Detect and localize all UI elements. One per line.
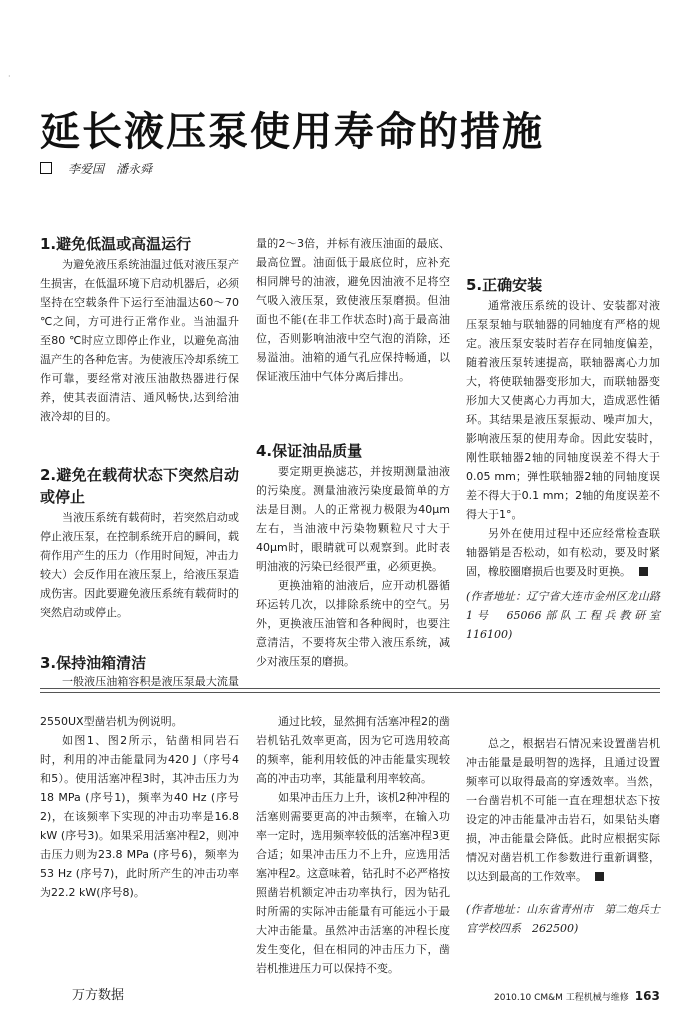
checkbox-square-icon xyxy=(40,162,52,174)
continuation-author-address: (作者地址：山东省青州市 第二炮兵士官学校四系 262500) xyxy=(466,903,660,935)
end-mark-icon xyxy=(595,872,604,881)
section-3-paragraph: 一般液压油箱容积是液压泵最大流量 xyxy=(62,675,239,688)
section-1-heading: 1.避免低温或高温运行 xyxy=(40,235,192,253)
author-names: 李爱国 潘永舜 xyxy=(68,162,153,176)
continuation-paragraph-4: 如果冲击压力上升，该机2种冲程的活塞则需要更高的冲击频率，在输入功率一定时，选用频率较低的活塞冲程3更合适；如果冲击压力不上升，应选用活塞冲程2。这意味着，钻孔时不必严格按照凿岩机额定冲击功率执行，因为钻孔时所需的实际冲击能量有可能远小于最大冲击能量。虽然冲击活塞的冲程长度发生变化，但在相同的冲击压力下，凿岩机推进压力可以保持不变。 xyxy=(256,791,450,975)
section-5-paragraph-1: 通常液压系统的设计、安装都对液压泵泵轴与联轴器的同轴度有严格的规定。液压泵安装时若存在同轴度偏差，随着液压泵转速提高，联轴器离心力加大，将使联轴器变形加大，而联轴器变形加大又使离心力再加大，造成恶性循环。其结果是液压泵振动、噪声加大，影响液压泵的使用寿命。因此安装时，刚性联轴器2轴的同轴度误差不得大于0.05 mm；弹性联轴器2轴的同轴度误差不得大于0.1 mm；2轴的角度误差不得大于1°。 xyxy=(466,299,660,521)
continuation-column-2 xyxy=(256,712,450,978)
page-footer xyxy=(494,988,660,1006)
continuation-paragraph-1: 2550UX型凿岩机为例说明。 xyxy=(40,715,183,728)
article-column-2b xyxy=(256,440,450,671)
continuation-column-3 xyxy=(466,734,660,938)
section-5-heading: 5.正确安装 xyxy=(466,276,543,294)
section-2-heading: 2.避免在载荷状态下突然启动或停止 xyxy=(40,466,239,506)
continuation-paragraph-2: 如图1、图2所示，钻凿相同岩石时，利用的冲击能量同为420 J（序号4和5）。使用活塞冲程3时，其冲击压力为18 MPa (序号1)，频率为40 Hz (序号2)，在该频率下实现的冲击功率是16.8 kW (序号3)。如果采用活塞冲程2，则冲击压力则为23.8 MPa (序号6)，频率为53 Hz (序号7)，此时所产生的冲击功率为22.2 kW(序号8)。 xyxy=(40,734,239,899)
article-column-1c xyxy=(40,652,239,674)
section-4-paragraph-1: 要定期更换滤芯，并按期测量油液的污染度。测量油液污染度最简单的方法是目测。人的正常视力极限为40μm左右，当油液中污染物颗粒尺寸大于40μm时，眼睛就可以观察到。此时表明油液的污染已经很严重，必须更换。 xyxy=(256,465,450,573)
section-3-heading: 3.保持油箱清洁 xyxy=(40,654,147,672)
section-4-heading: 4.保证油品质量 xyxy=(256,442,363,460)
author-address: (作者地址：辽宁省大连市金州区龙山路1号 65066部队工程兵教研室 116100) xyxy=(466,590,671,641)
scan-speck: · xyxy=(8,72,11,81)
article-column-2 xyxy=(256,234,450,424)
section-5-paragraph-2: 另外在使用过程中还应经常检查联轴器销是否松动，如有松动，要及时紧固，橡胶圈磨损后也要及时更换。 xyxy=(466,527,660,578)
section-4-paragraph-2: 更换油箱的油液后，应开动机器循环运转几次，以排除系统中的空气。另外，更换液压油管和各种阀时，也要注意清洁，不要将灰尘带入液压系统，减少对液压泵的磨损。 xyxy=(256,579,450,668)
article-column-1 xyxy=(40,233,239,426)
article-column-1b xyxy=(40,464,239,622)
continuation-paragraph-5: 总之，根据岩石情况来设置凿岩机冲击能量是最明智的选择，且通过设置频率可以取得最高的穿透效率。当然，一台凿岩机不可能一直在理想状态下按设定的冲击能量冲击岩石，如果钻头磨损，冲击能量会降低。此时应根据实际情况对凿岩机工作参数进行重新调整，以达到最高的工作效率。 xyxy=(466,737,660,883)
continuation-paragraph-3: 通过比较，显然拥有活塞冲程2的凿岩机钻孔效率更高，因为它可选用较高的频率，能利用较低的冲击能量实现较高的冲击功率，其能量利用率较高。 xyxy=(256,715,450,785)
watermark-text: 万方数据 xyxy=(72,988,125,1003)
page-number: 163 xyxy=(634,989,660,1003)
article-column-3 xyxy=(466,274,671,644)
section-divider xyxy=(40,688,660,693)
continuation-column-1 xyxy=(40,712,239,902)
section-1-paragraph: 为避免液压系统油温过低对液压泵产生损害，在低温环境下启动机器后，必须坚持在空载条件下运行至油温达60～70 ℃之间，方可进行正常作业。当油温升至80 ℃时应立即停止作业，以避免高油温产生的各种危害。为使液压冷却系统工作可靠，要经常对液压油散热器进行保养，使其表面清洁、通风畅快,达到给油液冷却的目的。 xyxy=(40,258,239,423)
section-2-paragraph: 当液压系统有载荷时，若突然启动或停止液压泵，在控制系统开启的瞬间，载荷作用产生的压力（作用时间短，冲击力较大）会反作用在液压泵上，给液压泵造成伤害。因此要避免液压系统有载荷时的突然启动或停止。 xyxy=(40,511,239,619)
authors-line xyxy=(40,160,152,178)
section-3-paragraph-continued: 量的2～3倍，并标有液压油面的最底、最高位置。油面低于最底位时，应补充相同牌号的油液，避免因油液不足将空气吸入液压泵，致使液压泵磨损。但油面也不能(在非工作状态时)高于最高油位，否则影响油液中空气泡的消除，还易溢油。油箱的通气孔应保持畅通，以保证液压油中气体分离后排出。 xyxy=(256,237,450,383)
issue-info: 2010.10 CM&M 工程机械与维修 xyxy=(494,993,629,1003)
end-mark-icon xyxy=(639,567,648,576)
article-title: 延长液压泵使用寿命的措施 xyxy=(40,109,544,155)
